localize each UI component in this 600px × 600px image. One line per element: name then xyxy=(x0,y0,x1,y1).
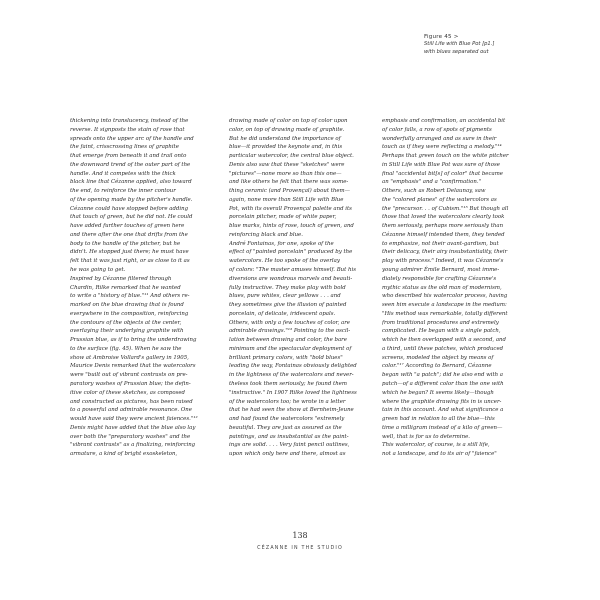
text-line: to the surface (fig. 45). When he saw the xyxy=(70,345,182,352)
text-line: drawing made of color on top of color upon xyxy=(229,118,348,124)
text-line: paintings, and as insubstantial as the paint- xyxy=(229,433,349,440)
text-line: spreads onto the upper arc of the handle and xyxy=(70,135,194,142)
text-line: that he had seen the show at Bernheim-Jeune xyxy=(229,407,354,414)
text-line: and constructed as pictures, has been raised xyxy=(70,398,193,405)
text-line: marked on the blue drawing that is found xyxy=(70,302,184,309)
text-line: Denis might have added that the blue also lay xyxy=(70,424,196,431)
text-column-1 xyxy=(70,117,214,459)
text-line: play with process.⁶ Indeed, it was Cézanne's xyxy=(382,258,504,265)
text-line: watercolors. He too spoke of the overlay xyxy=(229,258,340,265)
text-line: them seriously, perhaps more seriously than xyxy=(382,223,504,230)
text-line: diversions are wondrous marvels and beauti- xyxy=(229,275,353,282)
text-line: Others, such as Robert Delaunay, saw xyxy=(382,188,486,195)
text-line: This watercolor, of course, is a still life, xyxy=(382,442,490,449)
running-footer: CÉZANNE IN THE STUDIO xyxy=(257,546,343,551)
text-line: leading the way, Fontainas obviously delighted xyxy=(229,363,357,370)
text-line: the contours of the objects at the center, xyxy=(70,319,182,326)
text-line: of the opening made by the pitcher's handle. xyxy=(70,196,193,203)
text-line: where the graphite drawing fits in is uncer- xyxy=(382,398,502,405)
text-line: theless took them seriously; he found them xyxy=(229,380,347,387)
text-line: seen him execute a landscape in the medium: xyxy=(382,302,507,309)
text-line: the "precursor. . . of Cubism."¹⁵ But though all xyxy=(382,205,509,212)
text-line: brilliant primary colors, with "bold blues" xyxy=(229,354,343,361)
text-line: everywhere in the composition, reinforcing xyxy=(70,310,189,317)
text-line: would have said they were ancient faiences."¹² xyxy=(70,416,198,423)
text-line: which he began? It seems likely—though xyxy=(382,389,494,396)
text-line: in Still Life with Blue Pot was sure of those xyxy=(382,161,500,168)
text-line: blue—it provided the keynote and, in this xyxy=(229,144,343,151)
figure-number: Figure 45 > xyxy=(424,34,459,40)
text-line: the faint, crisscrossing lines of graphite xyxy=(70,144,179,151)
text-line: overlaying their underlying graphite with xyxy=(70,328,184,335)
text-line: and like others he felt that there was some- xyxy=(229,179,349,186)
text-line: upon which only here and there, almost as xyxy=(229,451,346,458)
text-line: of the watercolors too; he wrote in a letter xyxy=(229,398,346,405)
text-line: color."¹⁷ According to Bernard, Cézanne xyxy=(382,363,492,370)
text-line: emphasis and confirmation, an accidental bit xyxy=(382,118,506,124)
text-line: reverse. It signposts the stain of rose that xyxy=(70,126,185,133)
text-line: those that loved the watercolors clearly took xyxy=(382,214,505,221)
text-line: a third, until these patches, which produced xyxy=(382,345,504,352)
text-line: show at Ambroise Vollard's gallery in 1905, xyxy=(70,354,189,361)
text-line: time a milligram instead of a kilo of green— xyxy=(382,424,503,431)
text-line: body to the handle of the pitcher, but he xyxy=(70,240,181,247)
text-line: an "emphasis" and a "confirmation." xyxy=(382,179,482,186)
text-line: young admirer Émile Bernard, most imme- xyxy=(382,267,500,274)
text-line: handle. And it competes with the thick xyxy=(70,170,176,177)
text-line: reinforcing black and blue. xyxy=(229,231,303,238)
text-line: thing ceramic (and Provençal) about them— xyxy=(229,188,351,195)
text-line: final "accidental bit[s] of color" that became xyxy=(382,170,503,177)
text-line: blue marks, hints of rose, touch of green, and xyxy=(229,223,354,230)
text-line: were "built out of vibrant contrasts on pre- xyxy=(70,372,188,379)
text-line: blues, pure whites, clear yellows . . . and xyxy=(229,293,341,300)
text-line: touch as if they were reflecting a melody."¹⁴ xyxy=(382,144,502,151)
text-line: porcelain, of delicate, iridescent opals. xyxy=(229,310,336,317)
text-line: that emerge from beneath it and trail onto xyxy=(70,153,187,160)
page-number: 138 xyxy=(292,531,308,540)
text-line: the "colored planes" of the watercolors as xyxy=(382,196,497,203)
text-line: black line that Cézanne applied, also toward xyxy=(70,179,192,186)
text-line: to write a "history of blue."¹¹ And others re- xyxy=(70,293,190,300)
text-line: and had found the watercolors "extremely xyxy=(229,416,345,423)
text-line: over both the "preparatory washes" and the xyxy=(70,433,191,440)
text-line: "pictures"—none more so than this one— xyxy=(229,170,342,177)
text-line: beautiful. They are just as assured as the xyxy=(229,424,342,431)
text-line: screens, modeled the object by means of xyxy=(382,354,494,361)
text-line: from traditional procedures and extremely xyxy=(382,319,499,326)
text-line: green had in relation to all the blue—this xyxy=(382,416,495,423)
text-line: their delicacy, their airy insubstantiality, their xyxy=(382,249,508,256)
text-line: porcelain pitcher, made of white paper, xyxy=(229,214,337,221)
text-line: to a powerful and admirable resonance. One xyxy=(70,407,192,414)
text-line: they sometimes give the illusion of painted xyxy=(229,302,347,309)
text-column-2 xyxy=(229,117,373,459)
text-line: André Fontainas, for one, spoke of the xyxy=(229,240,334,247)
figure-title: Still Life with Blue Pot [p1.] xyxy=(424,41,495,47)
text-line: admirable drawings."¹³ Pointing to the oscil- xyxy=(229,328,351,335)
text-line: Cézanne himself intended them, they tended xyxy=(382,231,505,238)
text-column-3 xyxy=(382,117,526,459)
text-line: who described his watercolor process, having xyxy=(382,293,508,300)
text-line: diately responsible for crafting Cézanne's xyxy=(382,275,497,282)
text-line: the end, to reinforce the inner contour xyxy=(70,188,176,195)
text-line: which he then overlapped with a second, and xyxy=(382,337,506,344)
text-line: wonderfully arranged and as sure in their xyxy=(382,135,497,142)
text-line: began with "a patch"; did he also end with a xyxy=(382,372,504,379)
text-line: again, none more than Still Life with Blue xyxy=(229,196,344,203)
text-line: itive color of these sketches, as composed xyxy=(70,389,185,396)
text-line: Others, with only a few touches of color, are xyxy=(229,319,350,326)
figure-subtitle: with blues separated out xyxy=(424,48,489,55)
text-line: Cézanne could have stopped before adding xyxy=(70,205,189,212)
text-line: color, on top of drawing made of graphite. xyxy=(229,126,345,133)
text-columns xyxy=(70,117,532,527)
text-line: "vibrant contrasts" as a finalizing, reinforcing xyxy=(70,442,196,449)
text-line: tain in this account. And what significance a xyxy=(382,407,504,414)
text-line: "His method was remarkable, totally different xyxy=(382,310,508,317)
text-line: "instructive." In 1907 Rilke loved the lightness xyxy=(229,389,357,396)
text-line: armature, a kind of bright exoskeleton, xyxy=(70,451,178,458)
figure-caption xyxy=(424,33,574,56)
text-line: complicated. He began with a single patch, xyxy=(382,328,501,335)
text-line: ings are solid. . . . Very faint pencil outlines, xyxy=(229,442,350,449)
text-line: minimum and the spectacular deployment of xyxy=(229,345,352,352)
text-line: Denis also saw that these "sketches" were xyxy=(229,161,345,168)
text-line: Perhaps that green touch on the white pitcher xyxy=(382,153,509,160)
text-line: of colors: "The master amuses himself. But his xyxy=(229,267,356,274)
text-line: to emphasize, not their avant-gardism, but xyxy=(382,240,499,247)
text-line: patch—of a different color than the one with xyxy=(382,380,504,387)
text-line: Maurice Denis remarked that the watercolors xyxy=(70,363,196,370)
text-line: mythic status as the old man of modernism, xyxy=(382,284,502,291)
text-line: have added further touches of green here xyxy=(70,223,185,230)
text-line: of color falls, a row of spots of pigments xyxy=(382,126,492,133)
text-line: But he did understand the importance of xyxy=(229,135,341,142)
text-line: Inspired by Cézanne filtered through xyxy=(70,275,172,282)
text-line: Chardin, Rilke remarked that he wanted xyxy=(70,284,181,291)
text-line: felt that it was just right, or as close to it as xyxy=(70,258,190,265)
text-line: particular watercolor, the central blue object. xyxy=(229,153,354,160)
text-line: that touch of green, but he did not. He could xyxy=(70,214,193,221)
text-line: in the lightness of the watercolors and never- xyxy=(229,372,354,379)
text-line: and there after the one that drifts from the xyxy=(70,231,188,238)
text-line: he was going to get. xyxy=(70,267,126,274)
text-line: effect of "painted porcelain" produced by the xyxy=(229,249,353,256)
text-line: didn't. He stopped just there; he must have xyxy=(70,249,189,256)
text-line: not a landscape, and to its air of "faience" xyxy=(382,451,497,458)
text-line: the downward trend of the outer part of the xyxy=(70,161,191,168)
text-line: thickening into translucency, instead of the xyxy=(70,118,189,124)
text-line: paratory washes of Prussian blue; the defin- xyxy=(70,380,191,387)
text-line: Pot, with its overall Provençal palette and its xyxy=(229,205,352,212)
text-line: well, that is for us to determine. xyxy=(382,433,471,440)
text-line: lation between drawing and color, the bare xyxy=(229,337,347,344)
text-line: fully instructive. They make play with bold xyxy=(229,284,346,291)
text-line: Prussian blue, as if to bring the underdrawing xyxy=(70,337,197,344)
